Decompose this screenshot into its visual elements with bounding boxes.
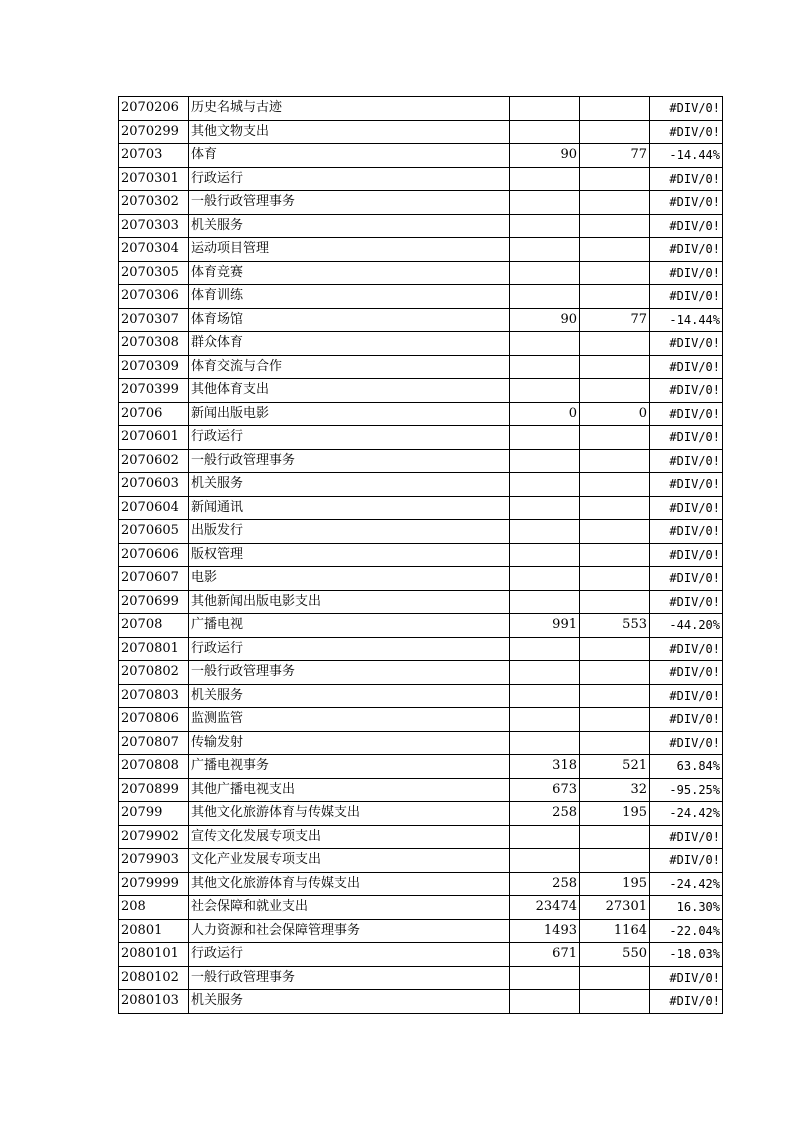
cell-curr-amount	[580, 285, 650, 309]
cell-change-pct: -22.04%	[650, 919, 723, 943]
table-row	[119, 191, 723, 215]
cell-name: 体育训练	[189, 285, 510, 309]
cell-prev-amount	[510, 520, 580, 544]
cell-change-pct: #DIV/0!	[650, 731, 723, 755]
budget-table	[118, 96, 723, 1014]
table-row	[119, 661, 723, 685]
cell-prev-amount	[510, 214, 580, 238]
cell-code: 2070807	[119, 731, 189, 755]
cell-prev-amount	[510, 849, 580, 873]
cell-curr-amount	[580, 567, 650, 591]
cell-curr-amount	[580, 731, 650, 755]
cell-prev-amount	[510, 661, 580, 685]
cell-code: 2070303	[119, 214, 189, 238]
cell-name: 其他新闻出版电影支出	[189, 590, 510, 614]
cell-code: 2079903	[119, 849, 189, 873]
cell-prev-amount	[510, 590, 580, 614]
cell-curr-amount	[580, 97, 650, 121]
cell-code: 2070803	[119, 684, 189, 708]
cell-change-pct: -18.03%	[650, 943, 723, 967]
table-row	[119, 426, 723, 450]
cell-name: 行政运行	[189, 943, 510, 967]
cell-code: 2070607	[119, 567, 189, 591]
cell-name: 一般行政管理事务	[189, 449, 510, 473]
cell-code: 2070601	[119, 426, 189, 450]
table-row	[119, 285, 723, 309]
cell-name: 行政运行	[189, 167, 510, 191]
cell-name: 体育竞赛	[189, 261, 510, 285]
cell-code: 2070602	[119, 449, 189, 473]
table-row	[119, 496, 723, 520]
cell-change-pct: 63.84%	[650, 755, 723, 779]
cell-code: 2070302	[119, 191, 189, 215]
cell-prev-amount	[510, 496, 580, 520]
cell-change-pct: #DIV/0!	[650, 708, 723, 732]
cell-name: 广播电视事务	[189, 755, 510, 779]
cell-curr-amount: 195	[580, 872, 650, 896]
table-row	[119, 896, 723, 920]
cell-name: 宣传文化发展专项支出	[189, 825, 510, 849]
cell-curr-amount	[580, 120, 650, 144]
cell-code: 2070301	[119, 167, 189, 191]
cell-code: 2080103	[119, 990, 189, 1014]
cell-prev-amount: 991	[510, 614, 580, 638]
cell-code: 2070605	[119, 520, 189, 544]
cell-code: 2070806	[119, 708, 189, 732]
cell-change-pct: #DIV/0!	[650, 990, 723, 1014]
table-row	[119, 731, 723, 755]
cell-change-pct: #DIV/0!	[650, 637, 723, 661]
cell-change-pct: #DIV/0!	[650, 379, 723, 403]
cell-change-pct: #DIV/0!	[650, 684, 723, 708]
cell-curr-amount: 77	[580, 308, 650, 332]
cell-curr-amount: 521	[580, 755, 650, 779]
cell-name: 群众体育	[189, 332, 510, 356]
table-row	[119, 261, 723, 285]
cell-prev-amount	[510, 261, 580, 285]
cell-curr-amount	[580, 167, 650, 191]
cell-change-pct: #DIV/0!	[650, 167, 723, 191]
table-row	[119, 966, 723, 990]
cell-change-pct: -14.44%	[650, 144, 723, 168]
table-row	[119, 449, 723, 473]
cell-name: 广播电视	[189, 614, 510, 638]
cell-change-pct: #DIV/0!	[650, 661, 723, 685]
cell-prev-amount: 90	[510, 308, 580, 332]
cell-change-pct: #DIV/0!	[650, 473, 723, 497]
cell-curr-amount	[580, 590, 650, 614]
table-row	[119, 684, 723, 708]
cell-code: 2070603	[119, 473, 189, 497]
cell-name: 文化产业发展专项支出	[189, 849, 510, 873]
table-row	[119, 97, 723, 121]
cell-code: 2070802	[119, 661, 189, 685]
cell-code: 2079999	[119, 872, 189, 896]
table-row	[119, 402, 723, 426]
cell-prev-amount	[510, 473, 580, 497]
cell-code: 20706	[119, 402, 189, 426]
cell-change-pct: #DIV/0!	[650, 355, 723, 379]
cell-curr-amount: 1164	[580, 919, 650, 943]
table-row	[119, 637, 723, 661]
cell-name: 机关服务	[189, 473, 510, 497]
table-row	[119, 919, 723, 943]
cell-curr-amount	[580, 661, 650, 685]
cell-change-pct: #DIV/0!	[650, 238, 723, 262]
cell-prev-amount	[510, 191, 580, 215]
table-row	[119, 590, 723, 614]
cell-change-pct: #DIV/0!	[650, 261, 723, 285]
table-row	[119, 849, 723, 873]
cell-name: 机关服务	[189, 214, 510, 238]
cell-change-pct: #DIV/0!	[650, 426, 723, 450]
cell-prev-amount	[510, 637, 580, 661]
cell-change-pct: #DIV/0!	[650, 567, 723, 591]
cell-code: 20799	[119, 802, 189, 826]
cell-prev-amount	[510, 543, 580, 567]
cell-name: 行政运行	[189, 426, 510, 450]
cell-name: 新闻通讯	[189, 496, 510, 520]
cell-prev-amount	[510, 285, 580, 309]
cell-code: 2070801	[119, 637, 189, 661]
cell-prev-amount	[510, 449, 580, 473]
cell-change-pct: -95.25%	[650, 778, 723, 802]
cell-code: 2070306	[119, 285, 189, 309]
cell-code: 208	[119, 896, 189, 920]
cell-curr-amount	[580, 708, 650, 732]
cell-change-pct: #DIV/0!	[650, 543, 723, 567]
cell-name: 体育交流与合作	[189, 355, 510, 379]
cell-change-pct: #DIV/0!	[650, 590, 723, 614]
cell-code: 2070399	[119, 379, 189, 403]
cell-name: 电影	[189, 567, 510, 591]
cell-name: 传输发射	[189, 731, 510, 755]
cell-curr-amount	[580, 332, 650, 356]
table-row	[119, 473, 723, 497]
cell-prev-amount	[510, 567, 580, 591]
cell-name: 体育场馆	[189, 308, 510, 332]
cell-name: 人力资源和社会保障管理事务	[189, 919, 510, 943]
cell-change-pct: #DIV/0!	[650, 120, 723, 144]
cell-code: 2070309	[119, 355, 189, 379]
table-row	[119, 332, 723, 356]
cell-change-pct: #DIV/0!	[650, 449, 723, 473]
cell-code: 2070604	[119, 496, 189, 520]
table-row	[119, 802, 723, 826]
cell-name: 行政运行	[189, 637, 510, 661]
cell-prev-amount	[510, 990, 580, 1014]
cell-code: 2079902	[119, 825, 189, 849]
cell-prev-amount: 673	[510, 778, 580, 802]
cell-name: 体育	[189, 144, 510, 168]
cell-change-pct: -24.42%	[650, 802, 723, 826]
cell-curr-amount	[580, 825, 650, 849]
cell-name: 其他体育支出	[189, 379, 510, 403]
cell-change-pct: -14.44%	[650, 308, 723, 332]
table-row	[119, 543, 723, 567]
cell-change-pct: #DIV/0!	[650, 496, 723, 520]
table-row	[119, 308, 723, 332]
budget-table-body	[119, 97, 723, 1014]
cell-curr-amount: 77	[580, 144, 650, 168]
cell-prev-amount	[510, 167, 580, 191]
cell-name: 其他文化旅游体育与传媒支出	[189, 802, 510, 826]
cell-name: 监测监管	[189, 708, 510, 732]
cell-change-pct: 16.30%	[650, 896, 723, 920]
table-row	[119, 708, 723, 732]
cell-curr-amount	[580, 238, 650, 262]
cell-change-pct: #DIV/0!	[650, 520, 723, 544]
cell-name: 其他文物支出	[189, 120, 510, 144]
cell-curr-amount	[580, 261, 650, 285]
cell-code: 20801	[119, 919, 189, 943]
table-row	[119, 355, 723, 379]
cell-prev-amount	[510, 731, 580, 755]
table-row	[119, 379, 723, 403]
cell-change-pct: #DIV/0!	[650, 285, 723, 309]
cell-code: 20708	[119, 614, 189, 638]
cell-prev-amount	[510, 825, 580, 849]
cell-name: 机关服务	[189, 684, 510, 708]
cell-curr-amount: 0	[580, 402, 650, 426]
table-row	[119, 778, 723, 802]
cell-prev-amount	[510, 97, 580, 121]
cell-code: 2070699	[119, 590, 189, 614]
cell-prev-amount	[510, 120, 580, 144]
cell-prev-amount: 258	[510, 872, 580, 896]
cell-name: 历史名城与古迹	[189, 97, 510, 121]
cell-curr-amount	[580, 355, 650, 379]
cell-code: 2070305	[119, 261, 189, 285]
cell-prev-amount	[510, 426, 580, 450]
cell-code: 2070899	[119, 778, 189, 802]
cell-curr-amount	[580, 543, 650, 567]
cell-name: 出版发行	[189, 520, 510, 544]
cell-curr-amount	[580, 449, 650, 473]
cell-prev-amount: 1493	[510, 919, 580, 943]
table-row	[119, 872, 723, 896]
cell-name: 社会保障和就业支出	[189, 896, 510, 920]
cell-change-pct: #DIV/0!	[650, 97, 723, 121]
cell-change-pct: #DIV/0!	[650, 191, 723, 215]
cell-prev-amount	[510, 379, 580, 403]
cell-name: 机关服务	[189, 990, 510, 1014]
cell-name: 新闻出版电影	[189, 402, 510, 426]
cell-code: 2080102	[119, 966, 189, 990]
cell-name: 一般行政管理事务	[189, 191, 510, 215]
table-row	[119, 567, 723, 591]
cell-curr-amount	[580, 520, 650, 544]
cell-curr-amount	[580, 684, 650, 708]
cell-prev-amount: 0	[510, 402, 580, 426]
cell-change-pct: #DIV/0!	[650, 402, 723, 426]
cell-code: 2080101	[119, 943, 189, 967]
cell-change-pct: #DIV/0!	[650, 825, 723, 849]
table-row	[119, 120, 723, 144]
cell-code: 2070299	[119, 120, 189, 144]
cell-curr-amount	[580, 496, 650, 520]
cell-change-pct: -44.20%	[650, 614, 723, 638]
cell-prev-amount	[510, 238, 580, 262]
cell-change-pct: #DIV/0!	[650, 332, 723, 356]
cell-code: 2070304	[119, 238, 189, 262]
cell-prev-amount: 258	[510, 802, 580, 826]
table-row	[119, 167, 723, 191]
cell-prev-amount	[510, 332, 580, 356]
cell-name: 其他广播电视支出	[189, 778, 510, 802]
table-row	[119, 144, 723, 168]
cell-code: 2070808	[119, 755, 189, 779]
cell-code: 2070606	[119, 543, 189, 567]
cell-name: 一般行政管理事务	[189, 661, 510, 685]
cell-name: 其他文化旅游体育与传媒支出	[189, 872, 510, 896]
cell-prev-amount	[510, 966, 580, 990]
cell-name: 一般行政管理事务	[189, 966, 510, 990]
cell-prev-amount: 671	[510, 943, 580, 967]
cell-curr-amount	[580, 966, 650, 990]
cell-change-pct: #DIV/0!	[650, 214, 723, 238]
cell-curr-amount: 550	[580, 943, 650, 967]
cell-code: 20703	[119, 144, 189, 168]
cell-curr-amount	[580, 214, 650, 238]
cell-curr-amount: 27301	[580, 896, 650, 920]
cell-curr-amount: 32	[580, 778, 650, 802]
table-row	[119, 943, 723, 967]
table-row	[119, 755, 723, 779]
table-row	[119, 238, 723, 262]
cell-curr-amount: 195	[580, 802, 650, 826]
cell-code: 2070307	[119, 308, 189, 332]
cell-prev-amount	[510, 708, 580, 732]
cell-code: 2070206	[119, 97, 189, 121]
cell-change-pct: -24.42%	[650, 872, 723, 896]
table-row	[119, 214, 723, 238]
cell-prev-amount	[510, 355, 580, 379]
cell-prev-amount: 318	[510, 755, 580, 779]
cell-curr-amount	[580, 191, 650, 215]
cell-curr-amount	[580, 990, 650, 1014]
cell-name: 运动项目管理	[189, 238, 510, 262]
table-row	[119, 825, 723, 849]
table-row	[119, 990, 723, 1014]
cell-curr-amount	[580, 379, 650, 403]
cell-change-pct: #DIV/0!	[650, 849, 723, 873]
cell-prev-amount	[510, 684, 580, 708]
cell-curr-amount	[580, 473, 650, 497]
cell-change-pct: #DIV/0!	[650, 966, 723, 990]
cell-curr-amount	[580, 637, 650, 661]
cell-prev-amount: 90	[510, 144, 580, 168]
cell-curr-amount	[580, 426, 650, 450]
table-row	[119, 520, 723, 544]
cell-name: 版权管理	[189, 543, 510, 567]
cell-curr-amount	[580, 849, 650, 873]
table-row	[119, 614, 723, 638]
cell-prev-amount: 23474	[510, 896, 580, 920]
cell-curr-amount: 553	[580, 614, 650, 638]
cell-code: 2070308	[119, 332, 189, 356]
